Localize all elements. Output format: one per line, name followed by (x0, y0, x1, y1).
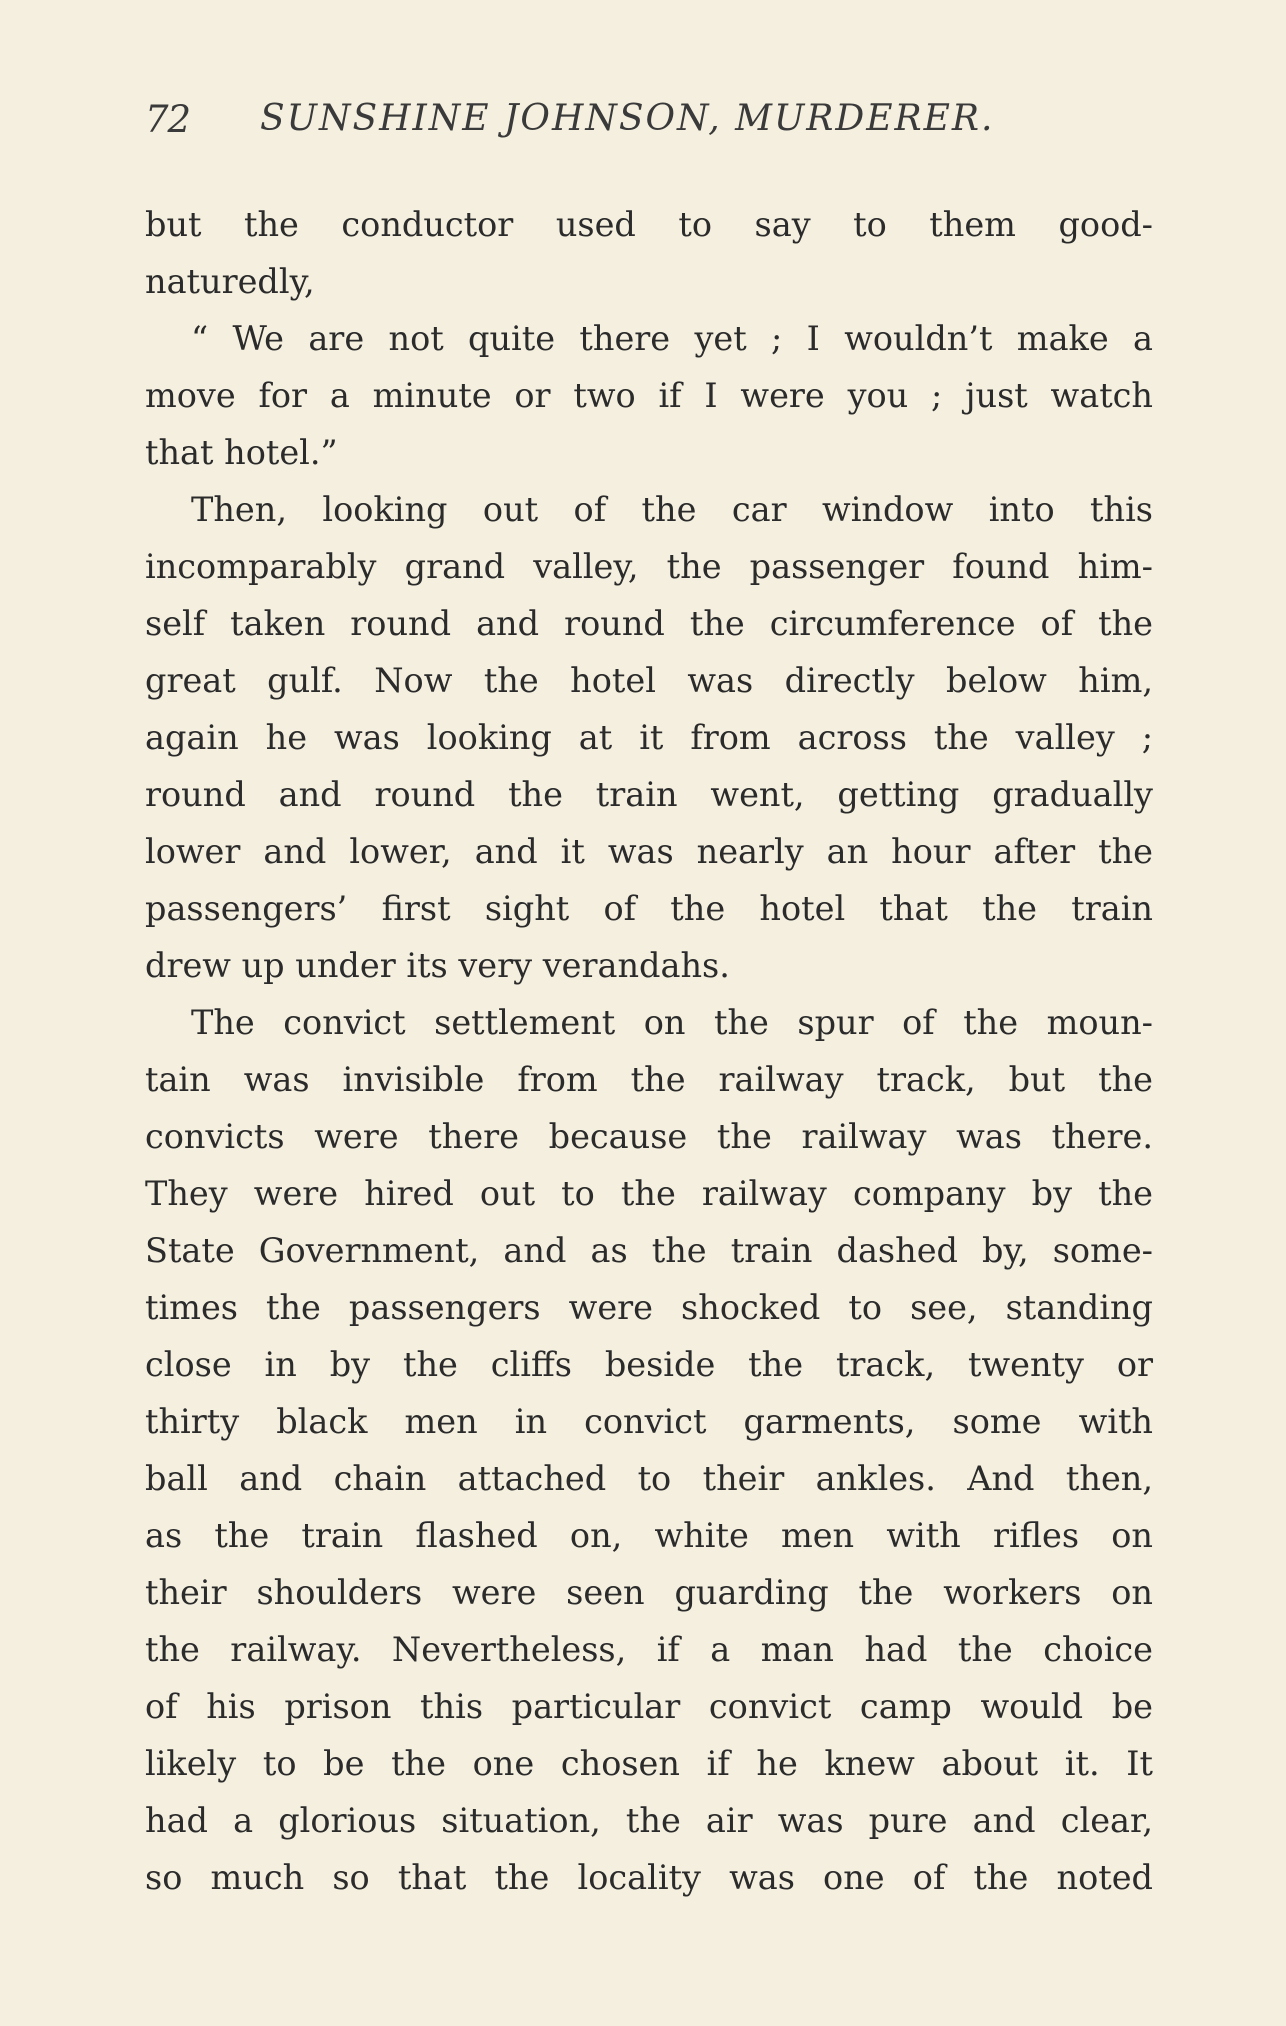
text-line: move for a minute or two if I were you ; just watch (145, 376, 1153, 415)
text-line: their shoulders were seen guarding the workers on (145, 1573, 1153, 1612)
text-line: close in by the cliffs beside the track, twenty or (145, 1345, 1153, 1384)
page-number: 72 (145, 98, 191, 141)
page-header (145, 98, 1155, 158)
text-line: likely to be the one chosen if he knew about it. It (145, 1744, 1153, 1783)
text-line: lower and lower, and it was nearly an hour after the (145, 832, 1153, 871)
text-line: so much so that the locality was one of the noted (145, 1858, 1153, 1897)
text-line: The convict settlement on the spur of the moun- (191, 1003, 1153, 1042)
text-line: passengers’ first sight of the hotel that the train (145, 889, 1153, 928)
text-line: had a glorious situation, the air was pure and clear, (145, 1801, 1153, 1840)
text-line: of his prison this particular convict camp would be (145, 1687, 1153, 1726)
body-text (145, 196, 1153, 1906)
text-line: naturedly, (145, 262, 315, 301)
text-line: but the conductor used to say to them good- (145, 205, 1153, 244)
text-line: “ We are not quite there yet ; I wouldn’t make a (191, 319, 1153, 358)
text-line: They were hired out to the railway company by the (145, 1174, 1153, 1213)
text-line: thirty black men in convict garments, some with (145, 1402, 1153, 1441)
text-line: State Government, and as the train dashed by, some- (145, 1231, 1153, 1270)
text-line: Then, looking out of the car window into this (191, 490, 1153, 529)
text-line: that hotel.” (145, 433, 338, 472)
running-head: SUNSHINE JOHNSON, MURDERER. (260, 98, 995, 139)
text-line: self taken round and round the circumference of the (145, 604, 1153, 643)
text-line: great gulf. Now the hotel was directly below him, (145, 661, 1153, 700)
text-line: times the passengers were shocked to see, standing (145, 1288, 1153, 1327)
text-line: again he was looking at it from across the valley ; (145, 718, 1153, 757)
text-line: round and round the train went, getting gradually (145, 775, 1153, 814)
text-line: drew up under its very verandahs. (145, 946, 730, 985)
text-line: the railway. Nevertheless, if a man had the choice (145, 1630, 1153, 1669)
text-line: ball and chain attached to their ankles. And then, (145, 1459, 1153, 1498)
text-line: tain was invisible from the railway track, but the (145, 1060, 1153, 1099)
text-line: incomparably grand valley, the passenger found him- (145, 547, 1153, 586)
text-line: as the train flashed on, white men with rifles on (145, 1516, 1153, 1555)
text-line: convicts were there because the railway was there. (145, 1117, 1153, 1156)
